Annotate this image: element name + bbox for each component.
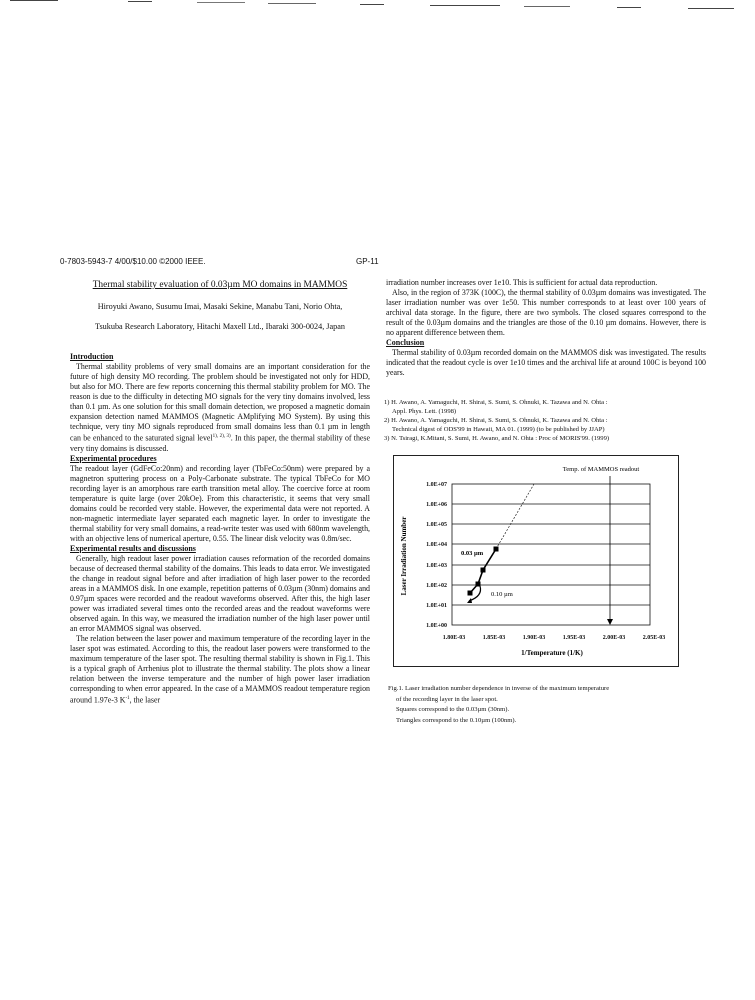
copyright-header: 0-7803-5943-7 4/00/$10.00 ©2000 IEEE.	[60, 257, 206, 266]
svg-text:1.0E+05: 1.0E+05	[426, 522, 447, 528]
svg-text:1.95E-03: 1.95E-03	[562, 635, 586, 641]
figure-1-caption: Fig.1. Laser irradiation number dependence in inverse of the maximum temperature of the recording layer in the laser spot. Squares correspond to the 0.03µm (30nm). Triangles correspond to the 0.10µm (100nm).	[388, 685, 610, 724]
reference-2: 2) H. Awano, A. Yamaguchi, H. Shirai, S. Sumi, S. Ohnuki, K. Tazawa and N. Ohta :	[384, 417, 608, 424]
results-paragraph-3: irradiation number increases over 1e10. This is sufficient for actual data reproduction.	[386, 278, 658, 287]
svg-text:1.90E-03: 1.90E-03	[522, 635, 546, 641]
affiliation: Tsukuba Research Laboratory, Hitachi Maxell Ltd., Ibaraki 300-0024, Japan	[95, 322, 345, 331]
section-heading-results: Experimental results and discussions	[70, 543, 196, 553]
introduction-text: Thermal stability problems of very small domains are an important consideration for the future of high density MO recording. The problem should be investigated not only for HDD, but also for MO. There are few reports concerning this thermal stability problem for MO. The reason is due to the difficulty in detecting MO signals for the very tiny domains involved, less than 0.1 µm. As one solution for this small domain detection, we proposed a magnetic domain expansion detection named MAMMOS (Magnetic AMplifying MO System). By using this technique, very tiny MO signals reproduced from small domains less than 0.1 µm in length can be enhanced to the saturated signal level$^{1), 2), 3)}$. In this paper, the thermal stability of these very tiny domains is discussed.	[70, 362, 371, 453]
svg-text:2.05E-03: 2.05E-03	[642, 635, 666, 641]
results-paragraph-1: Generally, high readout laser power irradiation causes reformation of the recorded domains because of decreased thermal stability of the domains. This leads to data error. We investigated the change in readout signal before and after irradiation of high laser power to the recorded areas in a MAMMOS disk. In one example, repetition patterns of 0.03µm (30nm) domains and 0.97µm spaces were recorded and the readout waveforms observed. After this, the high laser power was irradiated several times onto the recorded areas and the readout waveforms were observed again. In this way, we measured the irradiation number of the high laser power until an error MAMMOS signal was observed.	[70, 553, 370, 633]
authors: Hiroyuki Awano, Susumu Imai, Masaki Sekine, Manabu Tani, Norio Ohta,	[97, 302, 343, 311]
arrow-down-icon	[607, 619, 613, 625]
svg-text:1.0E+07: 1.0E+07	[426, 482, 447, 488]
right-column	[386, 278, 706, 378]
svg-text:1.85E-03: 1.85E-03	[482, 635, 506, 641]
triangle-marker	[467, 598, 472, 603]
section-heading-conclusion: Conclusion	[386, 338, 425, 347]
figure-1-chart	[393, 455, 679, 667]
references: 1) H. Awano, A. Yamaguchi, H. Shirai, S. Sumi, S. Ohnuki, K. Tazawa and N. Ohta : Appl. Phys. Lett. (1998) 2) H. Awano, A. Yamaguchi, H. Shirai, S. Sumi, S. Ohnuki, K. Tazawa and N. Ohta : Technical digest of ODS'99 in Hawaii, MA 01. (1999) (to be published by JJAP) 3) N. Tsiragi, K.Mitani, S. Sumi, H. Awano, and N. Ohta : Proc of MORIS'99. (1999)	[384, 398, 704, 443]
readout-annotation: Temp. of MAMMOS readout	[562, 466, 640, 473]
x-axis-label: 1/Temperature (1/K)	[521, 649, 583, 657]
y-axis-label: Laser Irradiation Number	[400, 516, 408, 596]
scan-edge-marks	[0, 0, 755, 12]
svg-text:1.0E+03: 1.0E+03	[426, 563, 447, 569]
arrhenius-plot	[394, 456, 678, 666]
label-0.03um: 0.03 µm	[461, 550, 484, 557]
svg-text:2.00E-03: 2.00E-03	[602, 635, 626, 641]
y-axis-ticks	[426, 482, 447, 629]
reference-1: 1) H. Awano, A. Yamaguchi, H. Shirai, S. Sumi, S. Ohnuki, K. Tazawa and N. Ohta :	[384, 399, 608, 406]
procedures-text: The readout layer (GdFeCo:20nm) and recording layer (TbFeCo:50nm) were prepared by a magnetron sputtering process on a Poly-Carbonate substrate. The typical TbFeCo for MO recording layer is an amorphous rare earth transition metal alloy. The coercive force at room temperature is quite large (over 20kOe). From this characteristic, it seems that very small domains could be recorded very stable. However, the experimental data were not reported. A non-magnetic intermediate layer separated each magnetic layer. In order to investigate the thermal stability for very small domains, a read-write tester was used with 680nm wavelength, with an objective lens of numerical aperture, 0.55. The linear disk velocity was 0.8m/sec.	[70, 463, 370, 543]
x-axis-ticks	[443, 635, 666, 641]
results-paragraph-2: The relation between the laser power and maximum temperature of the recording layer in the laser spot was estimated. According to this, the readout laser powers were transformed to the maximum temperature of the laser spot. The resulting thermal stability is shown in Fig.1. This is a typical graph of Arrhenius plot to illustrate the thermal stability. The plots show a linear relation between the inverse temperature and the number of high power laser irradiation corresponding to when error appeared. In the case of a MAMMOS readout temperature region around 1.97e-3 $K^{-1}$, the laser	[70, 633, 370, 705]
label-0.10um: 0.10 µm	[491, 591, 513, 598]
paper-title: Thermal stability evaluation of 0.03µm MO domains in MAMMOS	[92, 280, 348, 290]
svg-text:1.0E+00: 1.0E+00	[426, 623, 447, 629]
extrapolation-line	[496, 484, 534, 549]
results-paragraph-4: Also, in the region of 373K (100C), the thermal stability of 0.03µm domains was investigated. The laser irradiation number was over 1e50. This number corresponds to at least over 100 years of archival data storage. In the figure, there are two symbols. The closed squares correspond to the result of the 0.03µm domains and the triangles are those of the 0.10 µm domains. However, there is no apparent difference between them.	[386, 288, 706, 337]
svg-text:1.0E+01: 1.0E+01	[426, 603, 447, 609]
left-column	[70, 352, 370, 705]
svg-text:1.0E+06: 1.0E+06	[426, 502, 447, 508]
page-code: GP-11	[356, 257, 379, 266]
svg-text:1.0E+04: 1.0E+04	[426, 542, 447, 548]
section-heading-introduction: Introduction	[70, 352, 114, 361]
section-heading-procedures: Experimental procedures	[70, 453, 157, 463]
reference-3: 3) N. Tsiragi, K.Mitani, S. Sumi, H. Awano, and N. Ohta : Proc of MORIS'99. (1999)	[384, 435, 610, 442]
svg-text:1.0E+02: 1.0E+02	[426, 583, 447, 589]
svg-text:1.80E-03: 1.80E-03	[442, 635, 466, 641]
conclusion-text: Thermal stability of 0.03µm recorded domain on the MAMMOS disk was investigated. The results indicated that the readout cycle is over 1e10 times and the archival life at around 100C is beyond 100 years.	[386, 348, 706, 377]
